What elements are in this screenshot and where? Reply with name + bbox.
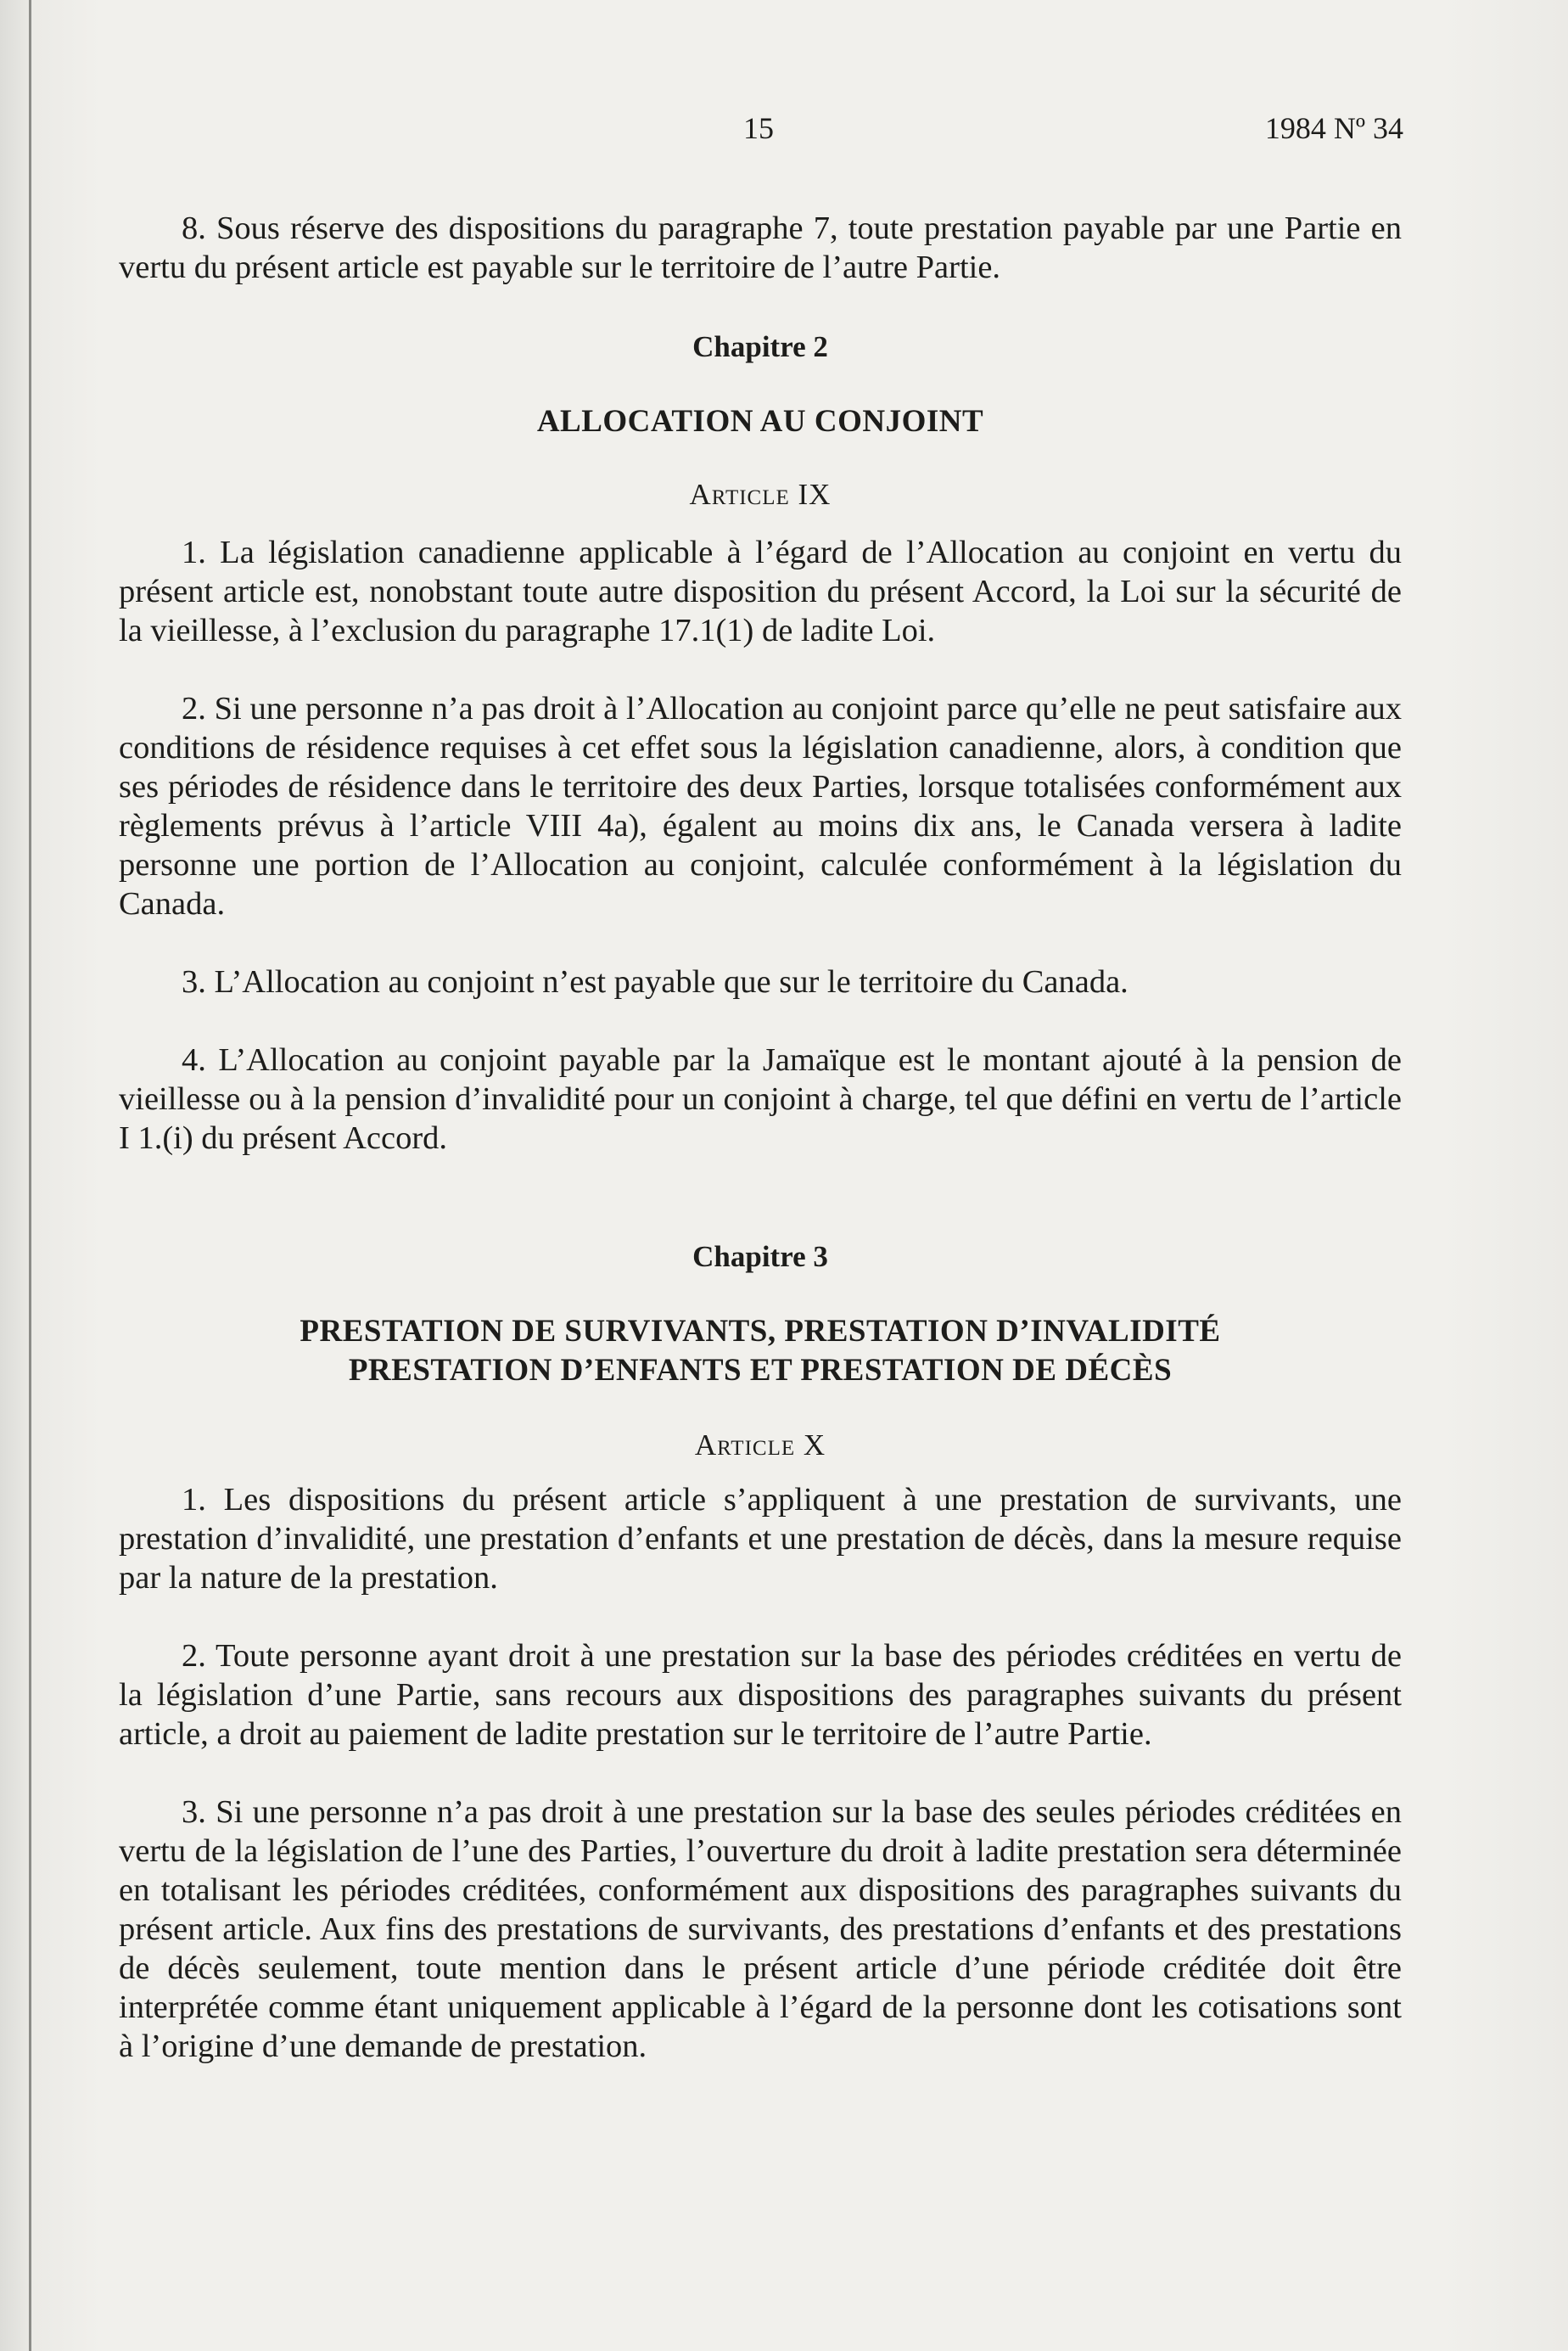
article-10-paragraph-2: 2. Toute personne ayant droit à une prestation sur la base des périodes créditées en vertu de la législation d’une Partie, sans recours aux dispositions des paragraphes suivants du présent article, a droit au paiement de ladite prestation sur le territoire de l’autre Partie. [119, 1638, 1402, 1752]
chapter-2-title: ALLOCATION AU CONJOINT [536, 404, 984, 439]
binding-edge-rule [29, 0, 31, 2351]
gazette-issue: 1984 Nº 34 [1264, 111, 1403, 145]
chapter-3-heading: Chapitre 3 [692, 1240, 828, 1273]
paragraph-8: 8. Sous réserve des dispositions du paragraphe 7, toute prestation payable par une Partie en vertu du présent article est payable sur le territoire de l’autre Partie. [119, 210, 1402, 285]
article-9-heading: Article IX [689, 478, 832, 511]
article-10-paragraph-1: 1. Les dispositions du présent article s’appliquent à une prestation de survivants, une prestation d’invalidité, une prestation d’enfants et une prestation de décès, dans la mesure requise par la nature de la prestation. [119, 1482, 1402, 1596]
chapter-3-title-line-1: PRESTATION DE SURVIVANTS, PRESTATION D’INVALIDITÉ [300, 1314, 1221, 1349]
article-9-paragraph-3: 3. L’Allocation au conjoint n’est payable que sur le territoire du Canada. [182, 964, 1128, 1000]
page-number: 15 [743, 111, 774, 145]
article-10-paragraph-3: 3. Si une personne n’a pas droit à une prestation sur la base des seules périodes créditées en vertu de la législation de l’une des Parties, l’ouverture du droit à ladite prestation sera déterminée en totalisant les périodes créditées, conformément aux dispositions des paragraphes suivants du présent article. Aux fins des prestations de survivants, des prestations d’enfants et des prestations de décès seulement, toute mention dans le présent article d’une période créditée doit être interprétée comme étant uniquement applicable à l’égard de la personne dont les cotisations sont à l’origine d’une demande de prestation. [119, 1794, 1402, 2064]
article-9-paragraph-2: 2. Si une personne n’a pas droit à l’Allocation au conjoint parce qu’elle ne peut satisfaire aux conditions de résidence requises à cet effet sous la législation canadienne, alors, à condition que ses périodes de résidence dans le territoire des deux Parties, lorsque totalisées conformément aux règlements prévus à l’article VIII 4a), égalent au moins dix ans, le Canada versera à ladite personne une portion de l’Allocation au conjoint, calculée conformément à la législation du Canada. [119, 691, 1402, 922]
article-10-heading: Article X [694, 1428, 826, 1462]
article-9-paragraph-1: 1. La législation canadienne applicable à l’égard de l’Allocation au conjoint en vertu du présent article est, nonobstant toute autre disposition du présent Accord, la Loi sur la sécurité de la vieillesse, à l’exclusion du paragraphe 17.1(1) de ladite Loi. [119, 535, 1402, 648]
article-9-paragraph-4: 4. L’Allocation au conjoint payable par la Jamaïque est le montant ajouté à la pension de vieillesse ou à la pension d’invalidité pour un conjoint à charge, tel que défini en vertu de l’article I 1.(i) du présent Accord. [119, 1042, 1402, 1156]
document-body [119, 209, 1402, 2066]
chapter-2-heading: Chapitre 2 [692, 330, 828, 363]
chapter-3-title-line-2: PRESTATION D’ENFANTS ET PRESTATION DE DÉCÈS [348, 1353, 1173, 1388]
